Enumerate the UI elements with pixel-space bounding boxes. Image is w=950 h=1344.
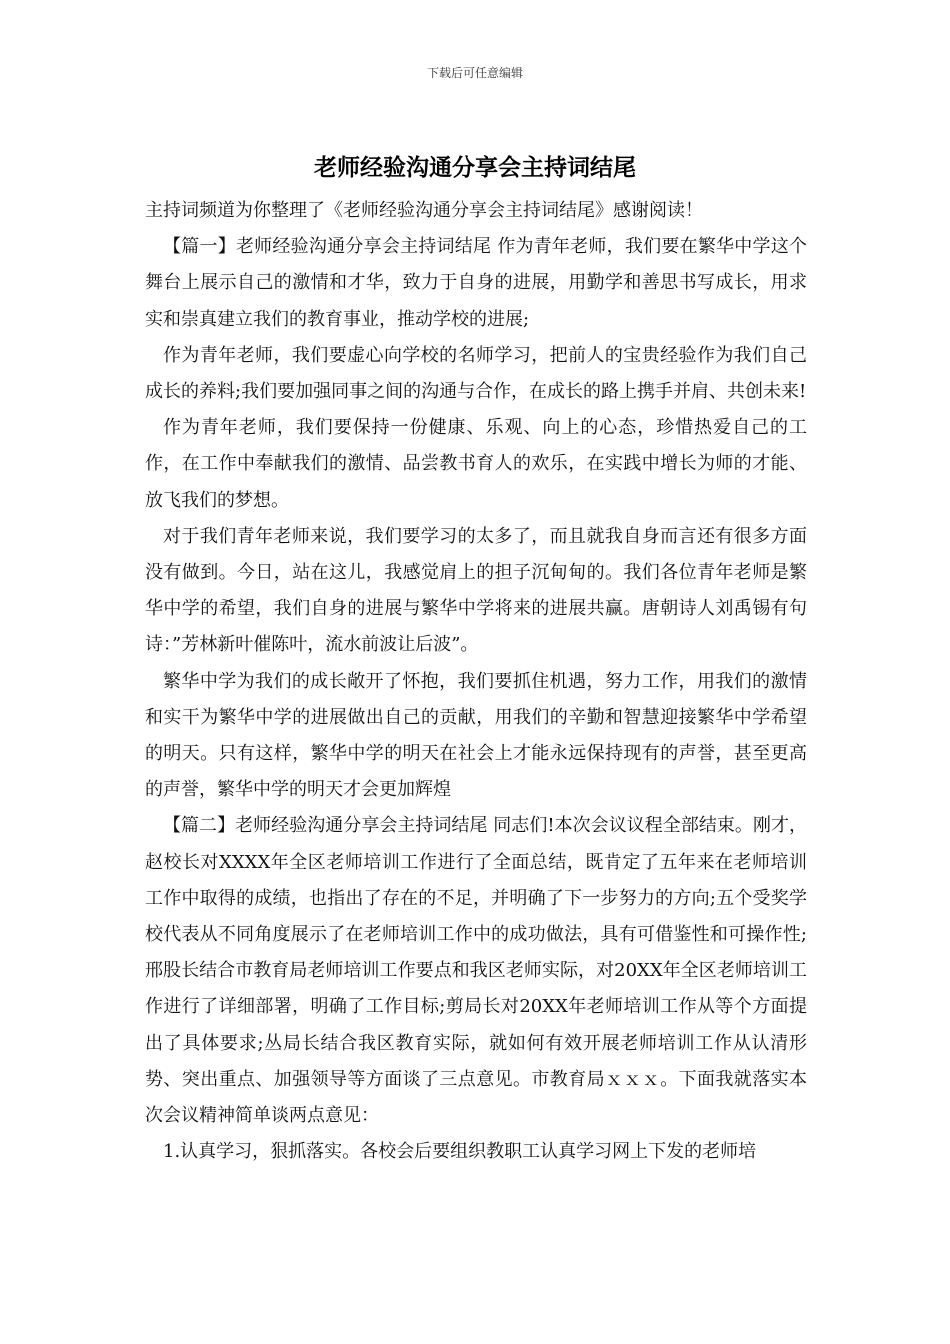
body-paragraph: 作为青年老师，我们要保持一份健康、乐观、向上的心态，珍惜热爱自己的工作，在工作中奉献我们的激情、品尝教书育人的欢乐，在实践中增长为师的才能、放飞我们的梦想。 <box>145 417 807 511</box>
intro-paragraph: 主持词频道为你整理了《老师经验沟通分享会主持词结尾》感谢阅读！ <box>145 200 703 221</box>
document-body <box>145 193 807 1170</box>
body-paragraph: 对于我们青年老师来说，我们要学习的太多了，而且就我自身而言还有很多方面没有做到。今日，站在这儿，我感觉肩上的担子沉甸甸的。我们各位青年老师是繁华中学的希望，我们自身的进展与繁华中学将来的进展共赢。唐朝诗人刘禹锡有句诗：”芳林新叶催陈叶，流水前波让后波”。 <box>145 525 807 656</box>
body-paragraph: 繁华中学为我们的成长敞开了怀抱，我们要抓住机遇，努力工作，用我们的激情和实干为繁华中学的进展做出自己的贡献，用我们的辛勤和智慧迎接繁华中学希望的明天。只有这样，繁华中学的明天在社会上才能永远保持现有的声誉，甚至更高的声誉，繁华中学的明天才会更加辉煌 <box>145 670 807 801</box>
body-paragraph: 【篇一】老师经验沟通分享会主持词结尾 作为青年老师，我们要在繁华中学这个舞台上展示自己的激情和才华，致力于自身的进展，用勤学和善思书写成长，用求实和崇真建立我们的教育事业，推动学校的进展; <box>145 236 807 330</box>
body-paragraph: 作为青年老师，我们要虚心向学校的名师学习，把前人的宝贵经验作为我们自己成长的养料;我们要加强同事之间的沟通与合作，在成长的路上携手并肩、共创未来! <box>145 344 807 403</box>
body-paragraph: 1.认真学习，狠抓落实。各校会后要组织教职工认真学习网上下发的老师培 <box>163 1141 757 1163</box>
header-note: 下载后可任意编辑 <box>426 66 523 80</box>
body-paragraph: 【篇二】老师经验沟通分享会主持词结尾 同志们!本次会议议程全部结束。刚才，赵校长对XXXX年全区老师培训工作进行了全面总结，既肯定了五年来在老师培训工作中取得的成绩，也指出了存在的不足，并明确了下一步努力的方向;五个受奖学校代表从不同角度展示了在老师培训工作中的成功做法，具有可借鉴性和可操作性;邢股长结合市教育局老师培训工作要点和我区老师实际，对20XX年全区老师培训工作进行了详细部署，明确了工作目标;剪局长对20XX年老师培训工作从等个方面提出了具体要求;丛局长结合我区教育实际，就如何有效开展老师培训工作从认清形势、突出重点、加强领导等方面谈了三点意见。市教育局ｘｘｘ。下面我就落实本次会议精神简单谈两点意见： <box>145 815 807 1127</box>
document-title: 老师经验沟通分享会主持词结尾 <box>314 154 636 181</box>
